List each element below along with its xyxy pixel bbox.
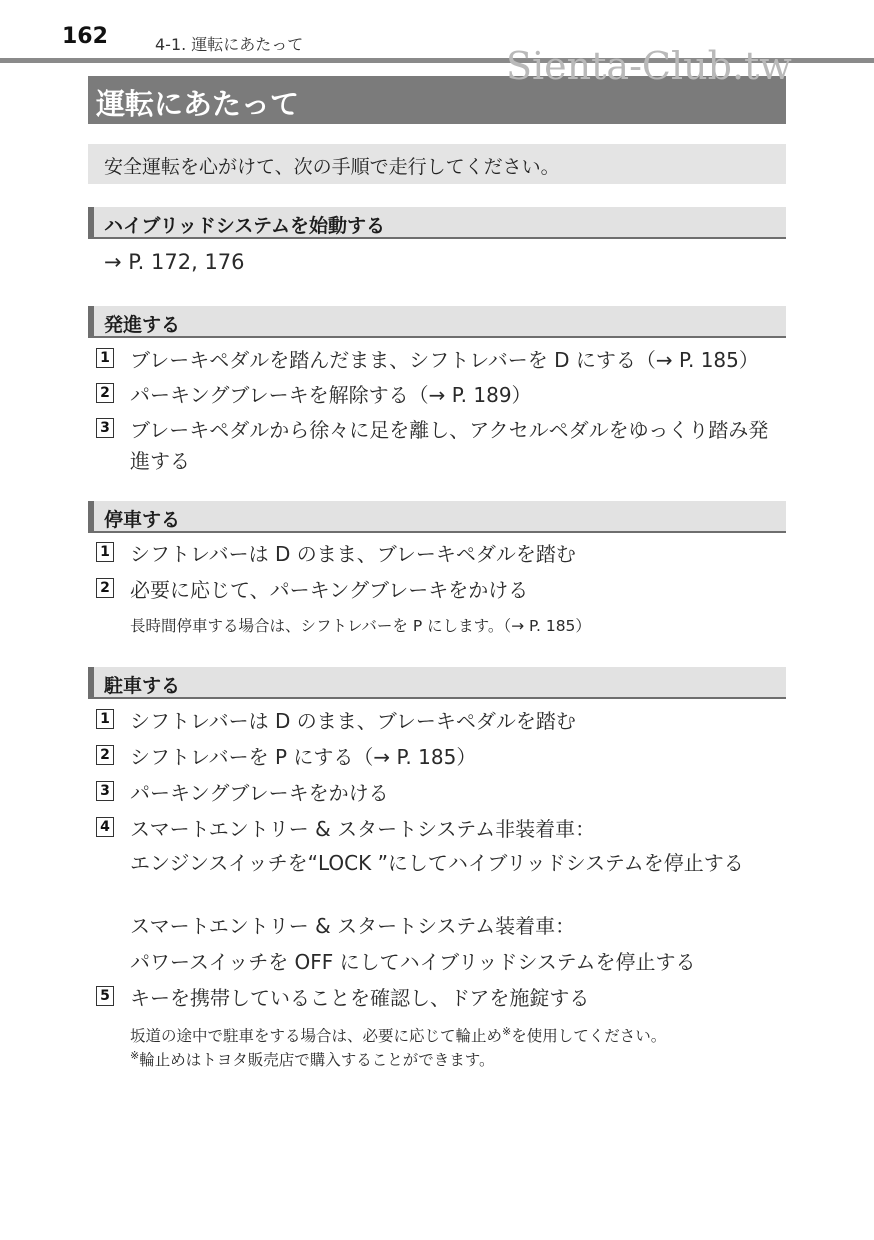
step-continuation: エンジンスイッチを“LOCK ”にしてハイブリッドシステムを停止する <box>130 851 744 875</box>
page-title: 運転にあたって <box>96 87 300 121</box>
intro-text: 安全運転を心がけて、次の手順で走行してください。 <box>104 156 560 178</box>
section-bar <box>88 207 94 237</box>
section-label: 駐車する <box>104 675 181 697</box>
step-number: 2 <box>96 383 114 403</box>
note-text <box>130 1021 786 1047</box>
section-label: 発進する <box>104 314 181 336</box>
step-text: スマートエントリー & スタートシステム非装着車： <box>130 817 596 841</box>
step-number: 3 <box>96 418 114 438</box>
watermark: Sienta-Club.tw <box>506 44 792 88</box>
section-label: 停車する <box>104 509 181 531</box>
page-reference: → P. 172, 176 <box>104 250 245 274</box>
step-text: ブレーキペダルから徐々に足を離し、アクセルペダルをゆっくり踏み発進する <box>130 418 769 473</box>
step-number: 3 <box>96 781 114 801</box>
section-heading-depart <box>88 306 786 338</box>
step-number: 5 <box>96 986 114 1006</box>
note-text-part: 坂道の途中で駐車をする場合は、必要に応じて輪止め <box>130 1027 503 1046</box>
footnote-text <box>130 1045 786 1071</box>
step-text: シフトレバーは D のまま、ブレーキペダルを踏む <box>130 709 576 733</box>
step-text: パーキングブレーキを解除する（→ P. 189） <box>130 383 532 407</box>
page-number: 162 <box>62 24 108 49</box>
intro-box <box>88 144 786 184</box>
step-continuation: パワースイッチを OFF にしてハイブリッドシステムを停止する <box>130 950 696 974</box>
step-number: 2 <box>96 578 114 598</box>
section-bar <box>88 667 94 697</box>
section-heading-park <box>88 667 786 699</box>
step-number: 1 <box>96 542 114 562</box>
step-continuation: スマートエントリー & スタートシステム装着車： <box>130 914 576 938</box>
step-text: ブレーキペダルを踏んだまま、シフトレバーを D にする（→ P. 185） <box>130 348 759 372</box>
step-text: キーを携帯していることを確認し、ドアを施錠する <box>130 986 590 1010</box>
note-mark: ※ <box>130 1049 140 1062</box>
footnote-body: 輪止めはトヨタ販売店で購入することができます。 <box>139 1051 495 1070</box>
step-number: 1 <box>96 348 114 368</box>
step-number: 1 <box>96 709 114 729</box>
note-text: 長時間停車する場合は、シフトレバーを P にします。（→ P. 185） <box>130 617 591 635</box>
note-text-part: を使用してください。 <box>511 1027 667 1046</box>
step-number: 2 <box>96 745 114 765</box>
section-heading-stop <box>88 501 786 533</box>
step-text: 必要に応じて、パーキングブレーキをかける <box>130 578 529 602</box>
step-text: パーキングブレーキをかける <box>130 781 389 805</box>
step-number: 4 <box>96 817 114 837</box>
section-heading-start <box>88 207 786 239</box>
step-text: シフトレバーは D のまま、ブレーキペダルを踏む <box>130 542 576 566</box>
section-bar <box>88 306 94 336</box>
step-text: シフトレバーを P にする（→ P. 185） <box>130 745 477 769</box>
section-label: ハイブリッドシステムを始動する <box>104 215 386 237</box>
running-head: 4-1. 運転にあたって <box>155 35 304 54</box>
note-mark: ※ <box>502 1025 512 1038</box>
section-bar <box>88 501 94 531</box>
